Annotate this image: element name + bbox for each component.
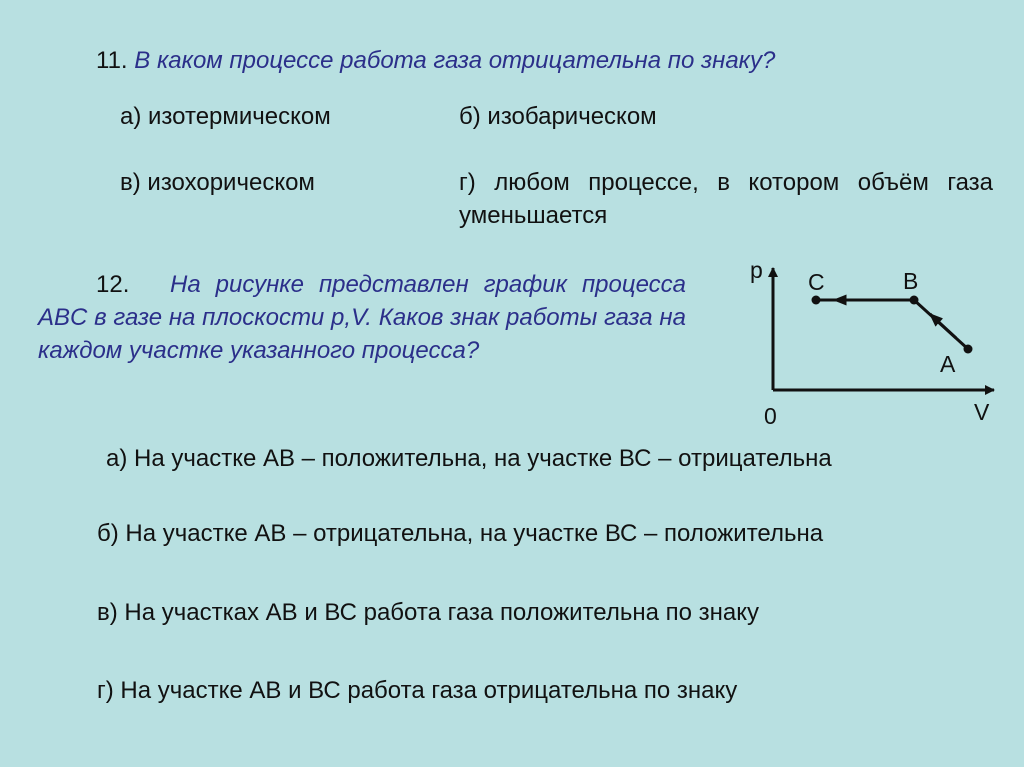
point-a [964,345,973,354]
q12-option-a[interactable]: а) На участке АВ – положительна, на участке ВС – отрицательна [106,445,832,472]
question-11-number: 11. [96,47,128,74]
q12-option-v[interactable]: в) На участках АВ и ВС работа газа положительна по знаку [97,599,760,626]
y-axis-label: p [750,257,763,283]
q11-option-g[interactable]: г) любом процессе, в котором объём газа уменьшается [459,169,993,229]
q11-option-b[interactable]: б) изобарическом [459,103,657,130]
question-11-text: В каком процессе работа газа отрицательна по знаку? [134,47,776,74]
q11-option-v[interactable]: в) изохорическом [120,169,315,196]
question-12-text: На рисунке представлен график процесса ABC в газе на плоскости p,V. Каков знак работы газа на каждом участке указанного процесса? [38,271,686,364]
question-12-number: 12. [96,271,130,298]
x-axis-label: V [974,399,990,425]
point-c-label: C [808,269,825,295]
point-c [812,296,821,305]
segment-ab-arrow [930,314,956,338]
q12-option-g[interactable]: г) На участке АВ и ВС работа газа отрицательна по знаку [97,677,738,704]
origin-label: 0 [764,403,777,429]
point-b-label: B [903,268,919,294]
point-a-label: A [940,351,956,377]
q12-option-b[interactable]: б) На участке АВ – отрицательна, на участке ВС – положительна [97,520,824,547]
point-b [910,296,919,305]
q11-option-a[interactable]: а) изотермическом [120,103,331,130]
